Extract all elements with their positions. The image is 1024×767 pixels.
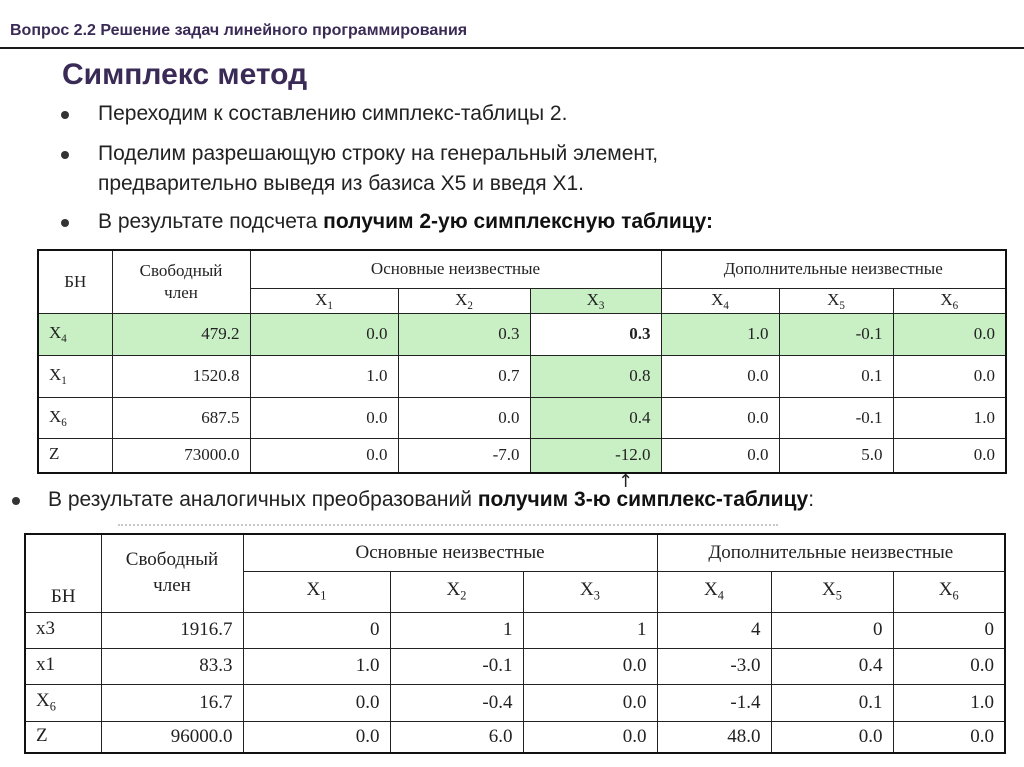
table-row (25, 684, 1005, 721)
free-term-header-line1: Свободный (125, 549, 219, 571)
free-cell: 16.7 (101, 684, 243, 721)
value-cell: -0.4 (390, 684, 523, 721)
value-cell: 0.0 (893, 313, 1006, 355)
bullet-1 (98, 99, 567, 129)
value-cell: 0.1 (779, 355, 893, 397)
value-cell: 0.1 (771, 684, 893, 721)
value-cell: 0.7 (398, 355, 530, 397)
bn-header: БН (38, 250, 112, 313)
var-header-x6: $X_6$ (893, 571, 1005, 612)
bullet-4 (48, 485, 814, 515)
free-cell: 73000.0 (112, 438, 250, 473)
pivot-column-arrow-icon: ↑ (618, 471, 634, 492)
value-cell: 1.0 (893, 684, 1005, 721)
bullet-3-bold: получим 2-ую симплексную таблицу: (323, 210, 714, 233)
var-header-x6: $X_6$ (893, 288, 1006, 313)
value-cell: 0.0 (661, 355, 779, 397)
free-term-header (101, 534, 243, 612)
table-row (25, 721, 1005, 753)
value-cell: 0.3 (398, 313, 530, 355)
table-row (38, 397, 1006, 438)
value-cell: -0.1 (779, 313, 893, 355)
value-cell: 0.0 (661, 438, 779, 473)
basis-cell: Z (25, 721, 101, 753)
value-cell: -0.1 (390, 648, 523, 684)
free-cell: 1916.7 (101, 612, 243, 648)
value-cell: 0.0 (398, 397, 530, 438)
free-cell: 479.2 (112, 313, 250, 355)
bullet-2-line2: предварительно выведя из базиса X5 и введя X1. (98, 172, 584, 195)
basis-cell: $X_4$ (38, 313, 112, 355)
free-term-header (112, 250, 250, 313)
extra-unknowns-header: Дополнительные неизвестные (657, 534, 1005, 571)
basis-cell: $X_1$ (38, 355, 112, 397)
free-term-header-line2: член (153, 575, 191, 597)
table-row (38, 313, 1006, 355)
basis-cell: x3 (25, 612, 101, 648)
value-cell: 0.0 (243, 721, 390, 753)
value-cell: 6.0 (390, 721, 523, 753)
bullet-4-bold: получим 3-ю симплекс-таблицу (477, 488, 809, 511)
free-cell: 96000.0 (101, 721, 243, 753)
value-cell: 0.0 (893, 438, 1006, 473)
value-cell: 1.0 (243, 648, 390, 684)
basis-cell: $X_6$ (25, 684, 101, 721)
bullet-4-tail: : (808, 488, 815, 511)
value-cell: 0.0 (250, 438, 398, 473)
value-cell: 4 (657, 612, 771, 648)
bullet-2 (98, 139, 658, 199)
value-cell: 0.0 (661, 397, 779, 438)
var-header-x2: $X_2$ (398, 288, 530, 313)
value-cell: 1.0 (250, 355, 398, 397)
var-header-x4: $X_4$ (657, 571, 771, 612)
table-row (38, 438, 1006, 473)
value-cell: 1.0 (661, 313, 779, 355)
header-divider (0, 47, 1024, 49)
bullet-dot-icon (61, 219, 69, 227)
value-cell: -1.4 (657, 684, 771, 721)
value-cell: 5.0 (779, 438, 893, 473)
value-cell: 0.0 (893, 355, 1006, 397)
table-row (38, 355, 1006, 397)
value-cell: -3.0 (657, 648, 771, 684)
value-cell: 48.0 (657, 721, 771, 753)
value-cell: 0 (243, 612, 390, 648)
value-cell: 1 (523, 612, 657, 648)
value-cell: 0.0 (771, 721, 893, 753)
bullet-3-text: В результате подсчета (98, 210, 324, 233)
value-cell: 0.0 (893, 721, 1005, 753)
simplex-table-2 (37, 249, 1007, 474)
value-cell: 0.0 (250, 313, 398, 355)
var-header-x3: $X_3$ (523, 571, 657, 612)
free-term-header-line1: Свободный (139, 260, 223, 280)
table-row (25, 648, 1005, 684)
bullet-3 (98, 207, 713, 237)
value-cell: 0.0 (243, 684, 390, 721)
basis-cell: Z (38, 438, 112, 473)
var-header-x1: $X_1$ (250, 288, 398, 313)
main-unknowns-header: Основные неизвестные (243, 534, 657, 571)
var-header-x5: $X_5$ (771, 571, 893, 612)
main-unknowns-header: Основные неизвестные (250, 250, 661, 288)
basis-cell: x1 (25, 648, 101, 684)
bn-header: БН (25, 534, 101, 612)
var-header-x5: $X_5$ (779, 288, 893, 313)
value-cell: 0 (893, 612, 1005, 648)
extra-unknowns-header: Дополнительные неизвестные (661, 250, 1006, 288)
value-cell: -0.1 (779, 397, 893, 438)
bullet-dot-icon (12, 497, 20, 505)
bullet-1-text: Переходим к составлению симплекс-таблицы 2. (98, 102, 568, 125)
bullet-dot-icon (61, 151, 69, 159)
free-cell: 83.3 (101, 648, 243, 684)
basis-cell: $X_6$ (38, 397, 112, 438)
value-cell: -7.0 (398, 438, 530, 473)
value-cell: 0.8 (530, 355, 661, 397)
value-cell: 0.0 (893, 648, 1005, 684)
var-header-x3: $X_3$ (530, 288, 661, 313)
simplex-table-3 (24, 533, 1006, 754)
value-cell: 0 (771, 612, 893, 648)
bullet-dot-icon (61, 111, 69, 119)
table-row (25, 612, 1005, 648)
value-cell: 0.4 (530, 397, 661, 438)
bullet-2-line1: Поделим разрешающую строку на генеральный элемент, (98, 142, 659, 165)
var-header-x2: $X_2$ (390, 571, 523, 612)
pivot-element-cell: 0.3 (530, 313, 661, 355)
value-cell: 0.0 (523, 648, 657, 684)
value-cell: -12.0 (530, 438, 661, 473)
value-cell: 1.0 (893, 397, 1006, 438)
var-header-x1: $X_1$ (243, 571, 390, 612)
value-cell: 0.0 (523, 684, 657, 721)
value-cell: 0.0 (523, 721, 657, 753)
bullet-4-text: В результате аналогичных преобразований (48, 488, 478, 511)
free-cell: 1520.8 (112, 355, 250, 397)
var-header-x4: $X_4$ (661, 288, 779, 313)
value-cell: 0.0 (250, 397, 398, 438)
value-cell: 0.4 (771, 648, 893, 684)
free-cell: 687.5 (112, 397, 250, 438)
free-term-header-line2: член (164, 282, 198, 302)
header-title: Вопрос 2.2 Решение задач линейного программирования (10, 22, 468, 39)
value-cell: 1 (390, 612, 523, 648)
scan-artifact (118, 518, 778, 526)
slide-title: Симплекс метод (62, 58, 308, 91)
